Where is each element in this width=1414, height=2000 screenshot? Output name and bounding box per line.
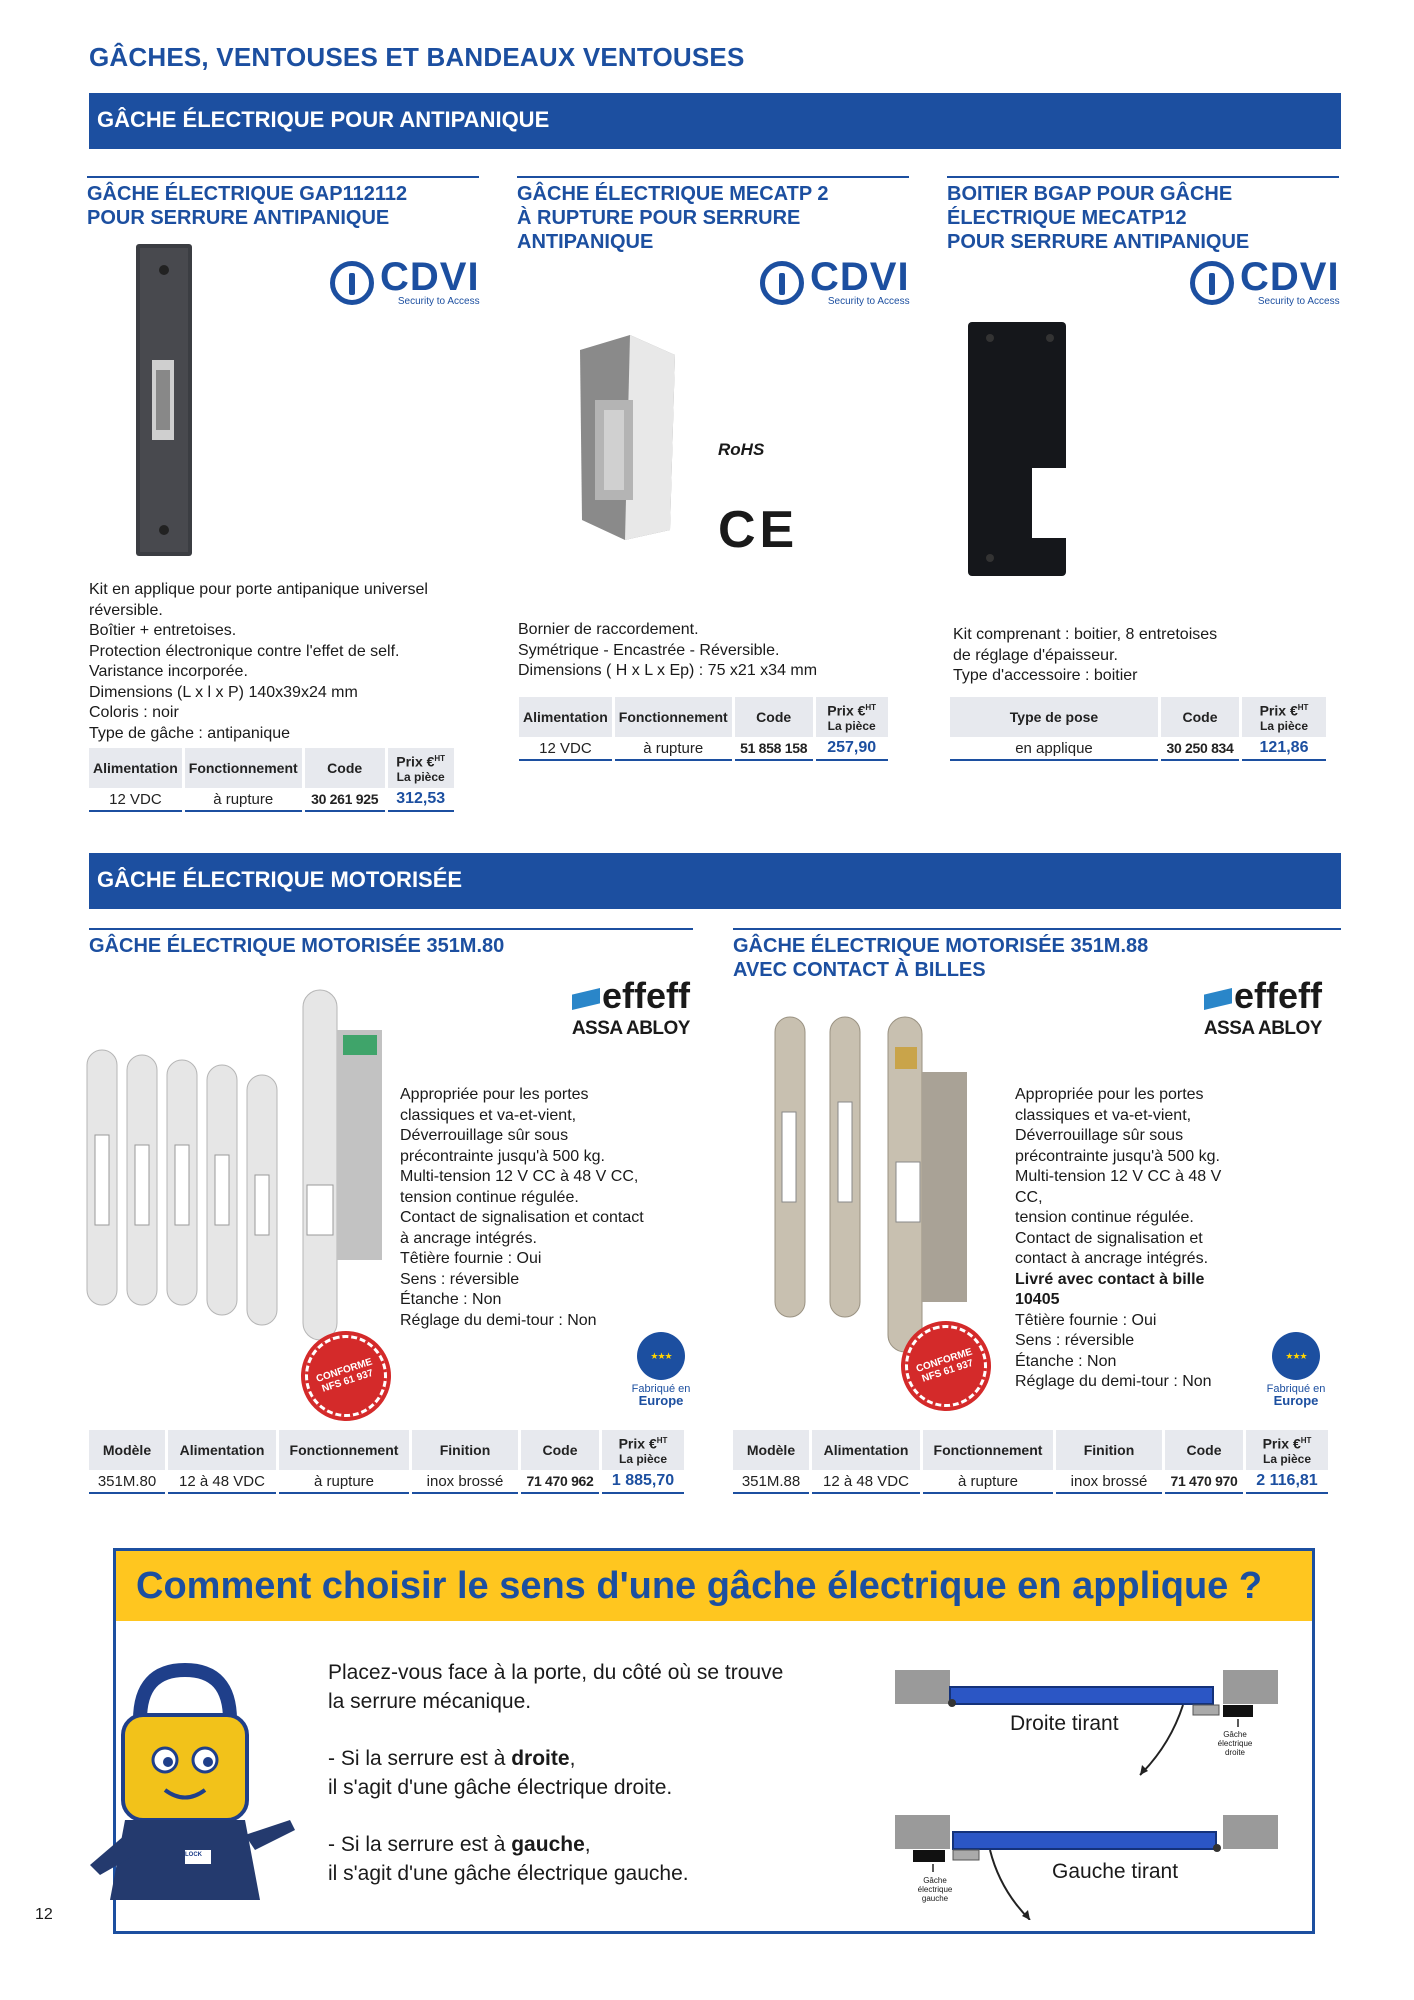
price-table: Modèle Alimentation Fonctionnement Finition Code Prix €$^{HT}$ La pièce 351M.88 12 à 48 VDC à rupture inox brossé 71 470 970 2 116,81 xyxy=(730,1430,1331,1494)
product-description: Appropriée pour les portes classiques et va-et-vient, Déverrouillage sûr sous précontrainte jusqu'à 500 kg. Multi-tension 12 V CC à 48 V CC, tension continue régulée. Contact de signalisation et contact à ancrage intégrés. Livré avec contact à bille 10405 Têtière fournie : Oui Sens : réversible Étanche : Non Réglage du demi-tour : Non xyxy=(1015,1086,1222,1390)
price-table: Type de pose Code Prix €$^{HT}$ La pièce en applique 30 250 834 121,86 xyxy=(947,697,1329,761)
table-row: 351M.88 12 à 48 VDC à rupture inox brossé 71 470 970 2 116,81 xyxy=(733,1470,1328,1494)
product-title: GÂCHE ÉLECTRIQUE MOTORISÉE 351M.80 xyxy=(89,928,693,958)
table-row: 12 VDC à rupture 51 858 158 257,90 xyxy=(519,737,888,761)
product-description: Appropriée pour les portes classiques et va-et-vient, Déverrouillage sûr sous précontrainte jusqu'à 500 kg. Multi-tension 12 V CC à 48 V CC, tension continue régulée. Contact de signalisation et contact à ancrage intégrés. Têtière fournie : Oui Sens : réversible Étanche : Non Réglage du demi-tour : Non xyxy=(400,1086,644,1329)
351m88-product-image xyxy=(770,1012,970,1357)
table-row: 12 VDC à rupture 30 261 925 312,53 xyxy=(89,788,454,812)
product-351m80 xyxy=(89,928,693,958)
product-title: GÂCHE ÉLECTRIQUE MOTORISÉE 351M.88 AVEC CONTACT À BILLES xyxy=(733,928,1341,982)
product-gap112112 xyxy=(87,176,479,230)
cdvi-logo: CDVI Security to Access xyxy=(760,258,910,307)
eu-flag-icon: ★★★ xyxy=(1272,1332,1320,1380)
cdvi-logo: CDVI Security to Access xyxy=(330,258,480,307)
lock-mascot-illustration xyxy=(85,1660,305,1910)
conformity-seal: CONFORME NFS 61 937 xyxy=(894,1314,997,1417)
table-row: 351M.80 12 à 48 VDC à rupture inox brossé 71 470 962 1 885,70 xyxy=(89,1470,684,1494)
price-table: Modèle Alimentation Fonctionnement Finition Code Prix €$^{HT}$ La pièce 351M.80 12 à 48 VDC à rupture inox brossé 71 470 962 1 885,70 xyxy=(86,1430,687,1494)
price-table: Alimentation Fonctionnement Code Prix €$^{HT}$ La pièce 12 VDC à rupture 30 261 925 312,53 xyxy=(86,748,457,812)
made-in-europe-badge: ★★★ Fabriqué en Europe xyxy=(1255,1332,1337,1408)
351m80-product-image xyxy=(85,985,385,1355)
price-table: Alimentation Fonctionnement Code Prix €$^{HT}$ La pièce 12 VDC à rupture 51 858 158 257,90 xyxy=(516,697,891,761)
cdvi-logo-icon xyxy=(330,261,374,305)
effeff-logo-icon xyxy=(572,988,600,1010)
cdvi-logo-icon xyxy=(760,261,804,305)
effeff-assa-abloy-logo: effeff ASSA ABLOY xyxy=(1203,975,1322,1039)
page-number: 12 xyxy=(35,1906,53,1923)
product-351m88 xyxy=(733,928,1341,982)
product-mecatp2 xyxy=(517,176,909,254)
effeff-assa-abloy-logo: effeff ASSA ABLOY xyxy=(571,975,690,1039)
diagram-droite-small-label: Gâche électrique droite xyxy=(1217,1730,1253,1757)
diagram-gauche-label: Gauche tirant xyxy=(1052,1860,1179,1883)
product-title: GÂCHE ÉLECTRIQUE MECATP 2 À RUPTURE POUR SERRURE ANTIPANIQUE xyxy=(517,176,909,254)
cdvi-logo: CDVI Security to Access xyxy=(1190,258,1340,307)
section-title-antipanique: GÂCHE ÉLECTRIQUE POUR ANTIPANIQUE xyxy=(89,93,1341,149)
product-bgap xyxy=(947,176,1339,254)
help-instructions: Placez-vous face à la porte, du côté où se trouve la serrure mécanique. - Si la serrure est à droite, il s'agit d'une gâche électrique droite. - Si la serrure est à gauche, il s'agit d'une gâche électrique gauche. xyxy=(328,1661,784,1885)
product-title: BOITIER BGAP POUR GÂCHE ÉLECTRIQUE MECATP12 POUR SERRURE ANTIPANIQUE xyxy=(947,176,1339,254)
ce-mark: CE xyxy=(718,501,799,559)
section-title-motorisee: GÂCHE ÉLECTRIQUE MOTORISÉE xyxy=(89,853,1341,909)
diagram-gauche-small-label: Gâche électrique gauche xyxy=(917,1876,953,1903)
product-description: Bornier de raccordement. Symétrique - Encastrée - Réversible. Dimensions ( H x L x Ep) : 75 x21 x34 mm xyxy=(518,621,818,679)
diagram-droite-label: Droite tirant xyxy=(1010,1712,1119,1735)
product-description: Kit comprenant : boitier, 8 entretoises de réglage d'épaisseur. Type d'accessoire : boitier xyxy=(953,626,1218,684)
eu-flag-icon: ★★★ xyxy=(637,1332,685,1380)
page-title: GÂCHES, VENTOUSES ET BANDEAUX VENTOUSES xyxy=(89,42,745,72)
mecatp2-product-image xyxy=(570,330,680,545)
mascot-badge: LOCK xyxy=(185,1852,202,1858)
effeff-logo-icon xyxy=(1204,988,1232,1010)
table-row: en applique 30 250 834 121,86 xyxy=(950,737,1326,761)
rohs-mark: RoHS xyxy=(718,440,765,459)
help-title: Comment choisir le sens d'une gâche électrique en applique ? xyxy=(116,1551,1312,1621)
conformity-seal: CONFORME NFS 61 937 xyxy=(294,1324,397,1427)
product-title: GÂCHE ÉLECTRIQUE GAP112112 POUR SERRURE ANTIPANIQUE xyxy=(87,176,479,230)
gap112112-product-image xyxy=(130,240,200,560)
cdvi-logo-icon xyxy=(1190,261,1234,305)
made-in-europe-badge: ★★★ Fabriqué en Europe xyxy=(620,1332,702,1408)
bgap-product-image xyxy=(960,318,1075,583)
product-description: Kit en applique pour porte antipanique universel réversible. Boîtier + entretoises. Protection électronique contre l'effet de self. Varistance incorporée. Dimensions (L x l x P) 140x39x24 mm Coloris : noir Type de gâche : antipanique xyxy=(89,581,428,742)
